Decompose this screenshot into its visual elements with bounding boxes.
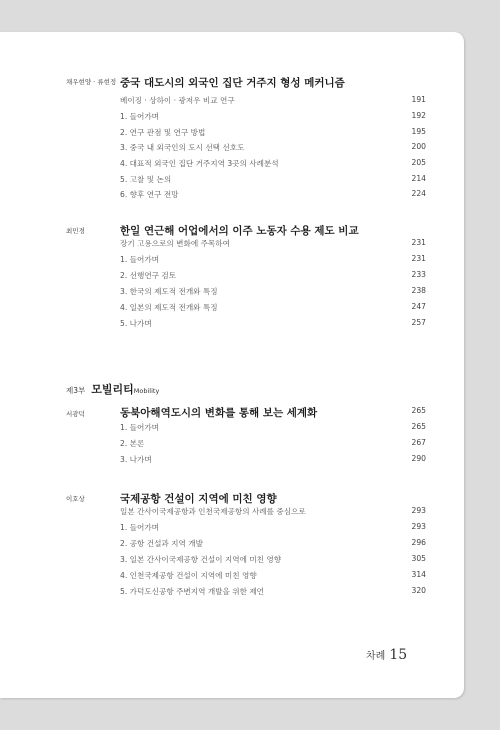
- chapter-title: 국제공항 건설이 지역에 미친 영향: [120, 493, 277, 505]
- toc-row-label: 3. 한국의 제도적 전개와 특징: [120, 287, 218, 296]
- part-heading: [66, 378, 159, 397]
- toc-row-page: 238: [411, 286, 426, 295]
- toc-row-page: 296: [411, 538, 426, 547]
- chapter-title: 한일 연근해 어업에서의 이주 노동자 수용 제도 비교: [120, 225, 359, 237]
- section-author: 최민경: [66, 227, 85, 235]
- toc-row-label: 장기 고용으로의 변화에 주목하여: [120, 239, 230, 248]
- part-title: 모빌리티: [91, 383, 134, 396]
- toc-row: [120, 127, 426, 141]
- toc-row: [120, 174, 426, 188]
- toc-row-page: 224: [411, 189, 426, 198]
- toc-row-page: 247: [411, 302, 426, 311]
- toc-row-label: 일본 간사이국제공항과 인천국제공항의 사례를 중심으로: [120, 507, 306, 516]
- toc-row-page: 191: [411, 95, 426, 104]
- toc-row: [120, 111, 426, 125]
- toc-row-page: 231: [411, 254, 426, 263]
- toc-row-label: 2. 본론: [120, 439, 145, 448]
- section-author: 이호상: [66, 495, 85, 503]
- toc-row-label: 1. 들어가며: [120, 255, 160, 264]
- toc-row-label: 베이징 · 상하이 · 광저우 비교 연구: [120, 96, 235, 105]
- footer-label: 차례: [366, 651, 386, 662]
- toc-row: [120, 554, 426, 568]
- toc-row-page: 290: [411, 454, 426, 463]
- chapter-title-row: [120, 406, 426, 420]
- section-author: 채우현양 · 류현정: [66, 78, 117, 86]
- toc-row-page: 267: [411, 438, 426, 447]
- toc-row-label: 3. 중국 내 외국인의 도시 선택 선호도: [120, 143, 245, 152]
- toc-row-label: 2. 공항 건설과 지역 개발: [120, 539, 203, 548]
- toc-row: [120, 422, 426, 436]
- toc-row-label: 1. 들어가며: [120, 523, 160, 532]
- toc-row-label: 4. 대표적 외국인 집단 거주지역 3곳의 사례분석: [120, 159, 279, 168]
- toc-row-page: 293: [411, 506, 426, 515]
- toc-row-label: 5. 가덕도신공항 주변지역 개발을 위한 제언: [120, 587, 265, 596]
- toc-row-label: 1. 들어가며: [120, 112, 160, 121]
- part-subtitle: Mobility: [133, 387, 160, 395]
- toc-row-page: 231: [411, 238, 426, 247]
- toc-row-label: 2. 연구 관점 및 연구 방법: [120, 128, 206, 137]
- toc-row-label: 3. 나가며: [120, 455, 152, 464]
- toc-row: [120, 506, 426, 520]
- toc-row-page: 205: [411, 158, 426, 167]
- part-number: 제3부: [66, 386, 86, 395]
- toc-row: [120, 238, 426, 252]
- toc-row-page: 305: [411, 554, 426, 563]
- book-page: [0, 32, 464, 698]
- toc-row-label: 1. 들어가며: [120, 423, 160, 432]
- toc-row: [120, 318, 426, 332]
- toc-row: [120, 538, 426, 552]
- toc-row-page: 265: [411, 406, 426, 415]
- toc-row-page: 265: [411, 422, 426, 431]
- toc-row: [120, 438, 426, 452]
- toc-row: [120, 95, 426, 109]
- toc-row-page: 192: [411, 111, 426, 120]
- chapter-title: 중국 대도시의 외국인 집단 거주지 형성 메커니즘: [120, 77, 345, 89]
- toc-row: [120, 522, 426, 536]
- toc-row-label: 5. 나가며: [120, 319, 152, 328]
- toc-row: [120, 286, 426, 300]
- toc-row-page: 320: [411, 586, 426, 595]
- toc-row: [120, 586, 426, 600]
- page-footer: [366, 644, 407, 663]
- toc-row-page: 314: [411, 570, 426, 579]
- toc-row-page: 214: [411, 174, 426, 183]
- toc-row: [120, 302, 426, 316]
- toc-row: [120, 270, 426, 284]
- toc-row: [120, 142, 426, 156]
- toc-row: [120, 570, 426, 584]
- toc-row-label: 5. 고찰 및 논의: [120, 175, 172, 184]
- chapter-title: 동북아해역도시의 변화를 통해 보는 세계화: [120, 407, 318, 419]
- section-author: 서광덕: [66, 410, 85, 418]
- toc-row: [120, 454, 426, 468]
- toc-row-label: 4. 인천국제공항 건설이 지역에 미친 영향: [120, 571, 257, 580]
- toc-row: [120, 254, 426, 268]
- page-number: 15: [389, 647, 408, 663]
- toc-row-label: 4. 일본의 제도적 전개와 특징: [120, 303, 218, 312]
- toc-row-label: 3. 일본 간사이국제공항 건설이 지역에 미친 영향: [120, 555, 282, 564]
- toc-row-page: 257: [411, 318, 426, 327]
- toc-row: [120, 189, 426, 203]
- toc-row: [120, 158, 426, 172]
- toc-row-page: 233: [411, 270, 426, 279]
- toc-row-page: 200: [411, 142, 426, 151]
- toc-row-page: 293: [411, 522, 426, 531]
- toc-row-label: 2. 선행연구 검토: [120, 271, 177, 280]
- toc-row-page: 195: [411, 127, 426, 136]
- toc-row-label: 6. 향후 연구 전망: [120, 190, 179, 199]
